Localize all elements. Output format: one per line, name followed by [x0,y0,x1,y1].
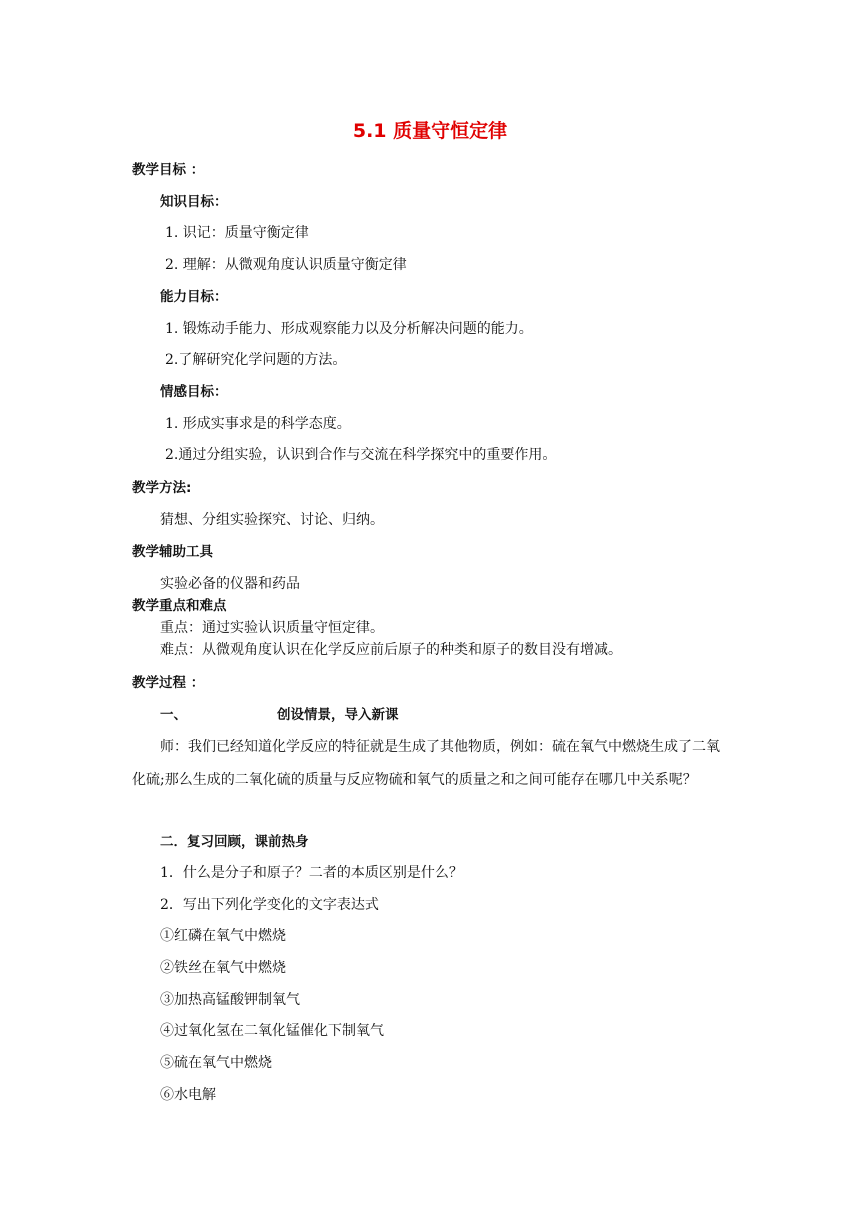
difficulty-text: 难点：从微观角度认识在化学反应前后原子的种类和原子的数目没有增减。 [160,642,622,658]
tools-text: 实验必备的仪器和药品 [160,576,300,592]
section1-heading [160,706,399,724]
reaction-item: ⑤硫在氧气中燃烧 [160,1055,272,1071]
section2-heading: 二．复习回顾，课前热身 [160,834,309,850]
knowledge-heading: 知识目标： [160,194,228,210]
ability-item: 2.了解研究化学问题的方法。 [165,352,347,368]
reaction-item: ⑥水电解 [160,1087,216,1103]
objectives-heading: 教学目标 ： [132,162,205,178]
reaction-item: ①红磷在氧气中燃烧 [160,928,286,944]
section2-question: 2．写出下列化学变化的文字表达式 [160,897,379,913]
knowledge-item: 2. 理解：从微观角度认识质量守衡定律 [165,257,407,273]
keypoint-text: 重点：通过实验认识质量守恒定律。 [160,620,384,636]
reaction-item: ④过氧化氢在二氧化锰催化下制氧气 [160,1023,384,1039]
emotion-heading: 情感目标： [160,384,228,400]
section1-paragraph: 师：我们已经知道化学反应的特征就是生成了其他物质，例如：硫在氧气中燃烧生成了二氧化硫;那么生成的二氧化硫的质量与反应物硫和氧气的质量之和之间可能存在哪几中关系呢？ [132,739,720,788]
reaction-item: ②铁丝在氧气中燃烧 [160,960,286,976]
method-text: 猜想、分组实验探究、讨论、归纳。 [160,512,384,528]
knowledge-item: 1. 识记：质量守衡定律 [165,225,309,241]
ability-heading: 能力目标： [160,289,228,305]
keypoints-heading: 教学重点和难点 [132,598,227,614]
emotion-item: 1. 形成实事求是的科学态度。 [165,416,351,432]
process-heading: 教学过程 ： [132,675,205,691]
ability-item: 1. 锻炼动手能力、形成观察能力以及分析解决问题的能力。 [165,321,533,337]
page-title: 5.1 质量守恒定律 [352,120,508,142]
section1-title: 创设情景，导入新课 [277,707,399,723]
method-heading: 教学方法: [132,480,192,496]
tools-heading: 教学辅助工具 [132,544,213,560]
reaction-item: ③加热高锰酸钾制氧气 [160,992,300,1008]
section2-question: 1．什么是分子和原子？二者的本质区别是什么？ [160,865,463,881]
section1-number: 一、 [160,707,187,723]
emotion-item: 2.通过分组实验，认识到合作与交流在科学探究中的重要作用。 [165,447,557,463]
